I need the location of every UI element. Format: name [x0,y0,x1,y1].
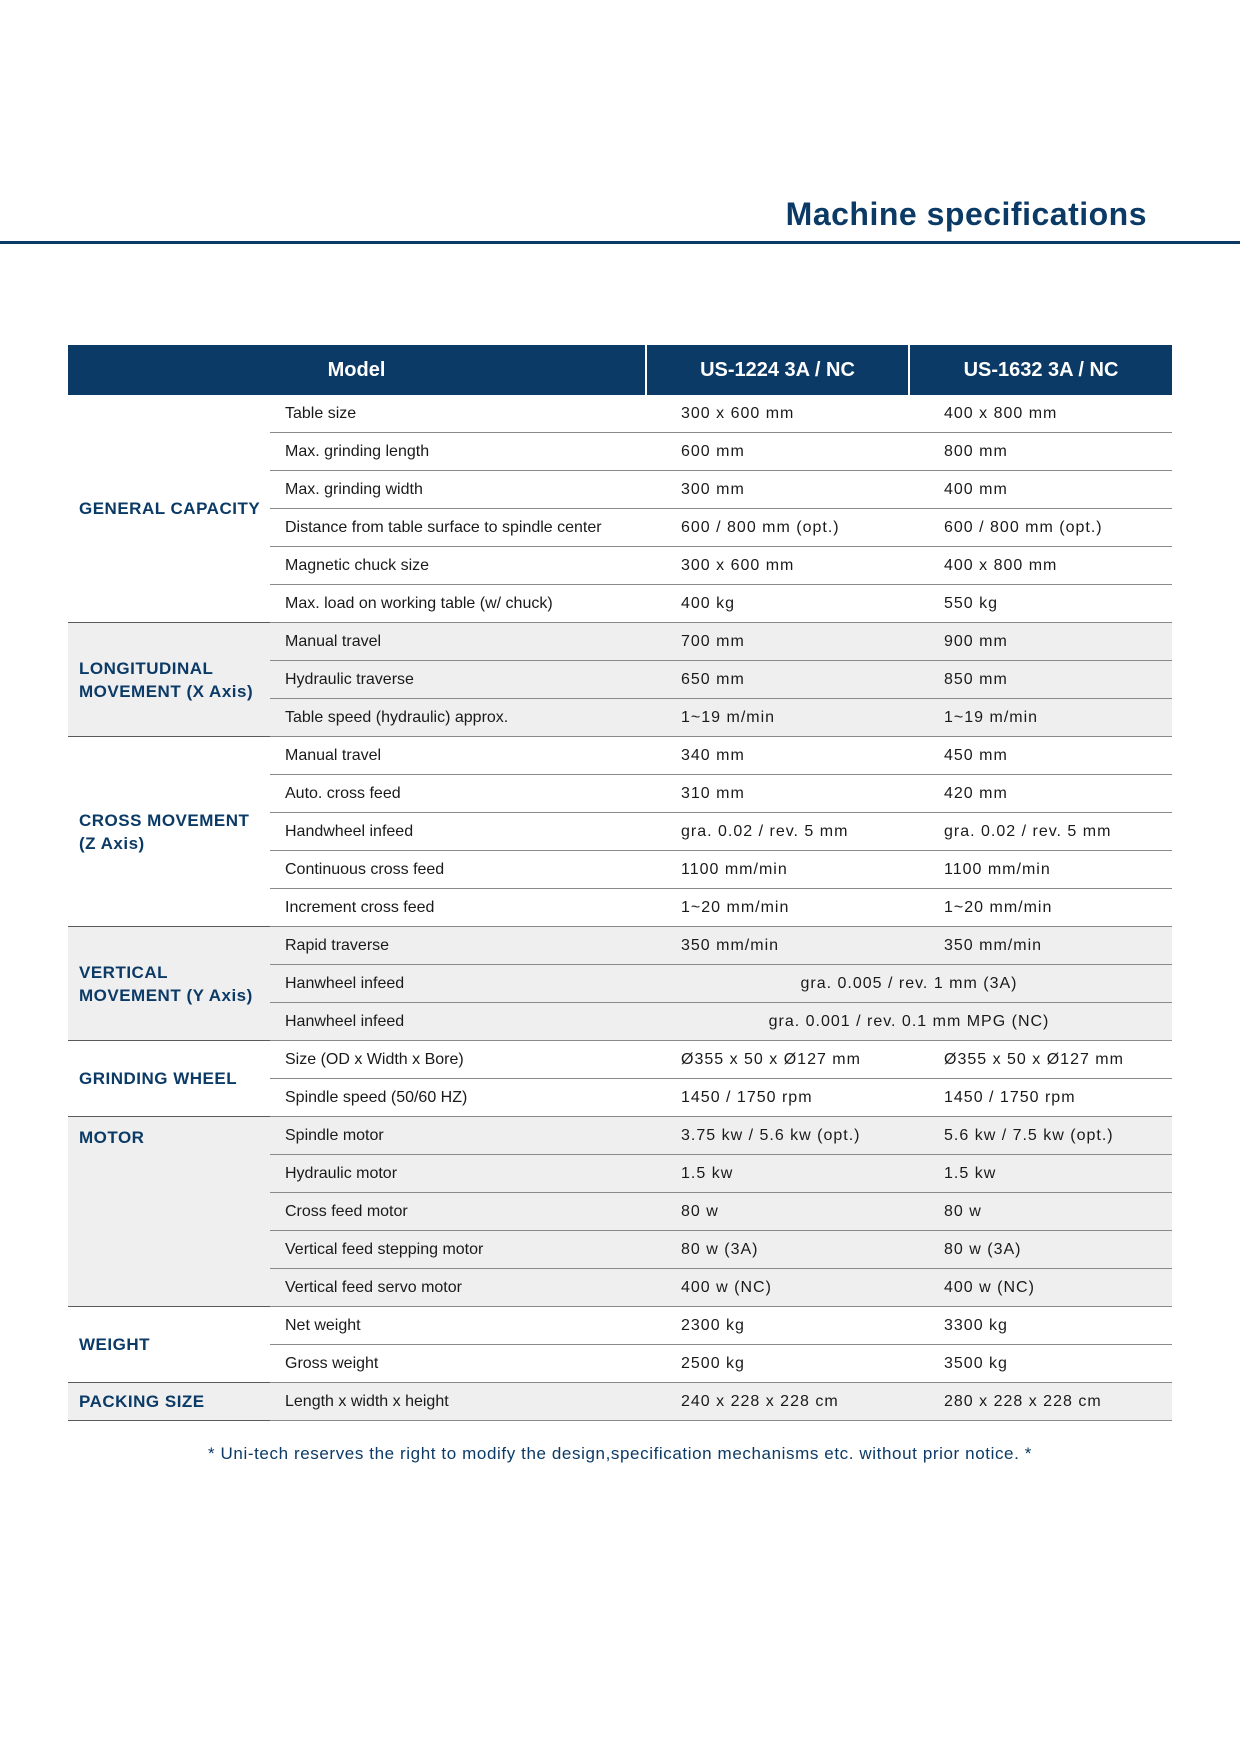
spec-item: Handwheel infeed [270,813,646,851]
spec-value-us1632: 350 mm/min [909,927,1172,965]
spec-item: Spindle motor [270,1117,646,1155]
spec-item: Magnetic chuck size [270,547,646,585]
spec-value-us1224: 80 w (3A) [646,1231,909,1269]
header-model-us1632: US-1632 3A / NC [909,345,1172,395]
spec-item: Hanwheel infeed [270,1003,646,1041]
spec-value-us1224: 700 mm [646,623,909,661]
spec-value-us1632: 1100 mm/min [909,851,1172,889]
spec-value-us1632: 3500 kg [909,1345,1172,1383]
table-header-row [68,345,1172,395]
table-row [68,623,1172,661]
spec-group [68,927,1172,1041]
spec-value-us1224: gra. 0.02 / rev. 5 mm [646,813,909,851]
spec-value-us1632: 5.6 kw / 7.5 kw (opt.) [909,1117,1172,1155]
page-title: Machine specifications [785,196,1147,232]
spec-item: Distance from table surface to spindle center [270,509,646,547]
category-label: GENERAL CAPACITY [68,395,270,623]
spec-value-us1632: 1~19 m/min [909,699,1172,737]
spec-value-us1224: 1450 / 1750 rpm [646,1079,909,1117]
spec-value-us1224: 650 mm [646,661,909,699]
spec-item: Table speed (hydraulic) approx. [270,699,646,737]
spec-value-shared: gra. 0.005 / rev. 1 mm (3A) [646,965,1172,1003]
spec-item: Length x width x height [270,1383,646,1421]
spec-value-us1224: 80 w [646,1193,909,1231]
spec-item: Net weight [270,1307,646,1345]
category-label: VERTICAL MOVEMENT (Y Axis) [68,927,270,1041]
spec-item: Spindle speed (50/60 HZ) [270,1079,646,1117]
spec-item: Increment cross feed [270,889,646,927]
spec-value-us1632: 800 mm [909,433,1172,471]
spec-item: Max. grinding width [270,471,646,509]
spec-value-us1224: 340 mm [646,737,909,775]
spec-value-us1224: 2300 kg [646,1307,909,1345]
spec-value-us1224: 2500 kg [646,1345,909,1383]
spec-value-us1632: 3300 kg [909,1307,1172,1345]
spec-value-us1632: 420 mm [909,775,1172,813]
spec-group [68,623,1172,737]
spec-item: Hanwheel infeed [270,965,646,1003]
spec-value-us1224: 400 w (NC) [646,1269,909,1307]
spec-value-us1632: 400 x 800 mm [909,395,1172,433]
spec-group [68,1307,1172,1383]
spec-group [68,1117,1172,1307]
spec-value-us1224: 600 mm [646,433,909,471]
spec-item: Manual travel [270,737,646,775]
spec-value-us1224: 300 mm [646,471,909,509]
category-label: WEIGHT [68,1307,270,1383]
spec-value-us1632: 80 w (3A) [909,1231,1172,1269]
spec-value-us1632: 400 mm [909,471,1172,509]
category-label: PACKING SIZE [68,1383,270,1421]
spec-value-us1632: 400 x 800 mm [909,547,1172,585]
header-model-us1224: US-1224 3A / NC [646,345,909,395]
spec-value-us1632: 280 x 228 x 228 cm [909,1383,1172,1421]
spec-value-us1632: 80 w [909,1193,1172,1231]
table-row [68,395,1172,433]
category-label: MOTOR [68,1117,270,1307]
table-row [68,927,1172,965]
spec-item: Max. load on working table (w/ chuck) [270,585,646,623]
spec-value-us1224: 600 / 800 mm (opt.) [646,509,909,547]
spec-item: Cross feed motor [270,1193,646,1231]
spec-group [68,737,1172,927]
category-label: LONGITUDINAL MOVEMENT (X Axis) [68,623,270,737]
spec-value-us1632: 1.5 kw [909,1155,1172,1193]
spec-value-us1632: 550 kg [909,585,1172,623]
spec-value-us1224: 300 x 600 mm [646,547,909,585]
spec-value-us1224: 300 x 600 mm [646,395,909,433]
spec-value-us1632: 450 mm [909,737,1172,775]
spec-item: Hydraulic motor [270,1155,646,1193]
spec-value-us1224: 310 mm [646,775,909,813]
spec-item: Manual travel [270,623,646,661]
spec-value-us1632: 1450 / 1750 rpm [909,1079,1172,1117]
spec-value-us1632: 400 w (NC) [909,1269,1172,1307]
table-row [68,1041,1172,1079]
spec-item: Rapid traverse [270,927,646,965]
spec-group [68,1383,1172,1421]
footnote: * Uni-tech reserves the right to modify the design,specification mechanisms etc. without prior notice. * [208,1444,1032,1463]
spec-group [68,1041,1172,1117]
spec-value-us1632: 900 mm [909,623,1172,661]
spec-item: Vertical feed servo motor [270,1269,646,1307]
spec-value-us1224: Ø355 x 50 x Ø127 mm [646,1041,909,1079]
spec-value-us1632: 600 / 800 mm (opt.) [909,509,1172,547]
spec-value-us1632: 850 mm [909,661,1172,699]
table-row [68,1307,1172,1345]
spec-item: Gross weight [270,1345,646,1383]
spec-table [68,345,1172,1421]
spec-value-us1224: 240 x 228 x 228 cm [646,1383,909,1421]
spec-item: Size (OD x Width x Bore) [270,1041,646,1079]
spec-value-us1632: 1~20 mm/min [909,889,1172,927]
title-divider [0,241,1240,244]
spec-value-us1224: 1~19 m/min [646,699,909,737]
spec-value-us1224: 1.5 kw [646,1155,909,1193]
spec-value-us1224: 400 kg [646,585,909,623]
spec-value-us1224: 3.75 kw / 5.6 kw (opt.) [646,1117,909,1155]
spec-value-us1224: 1~20 mm/min [646,889,909,927]
spec-item: Auto. cross feed [270,775,646,813]
category-label: CROSS MOVEMENT (Z Axis) [68,737,270,927]
header-model: Model [68,345,646,395]
spec-value-us1224: 350 mm/min [646,927,909,965]
table-row [68,1117,1172,1155]
table-row [68,737,1172,775]
spec-item: Vertical feed stepping motor [270,1231,646,1269]
spec-group [68,395,1172,623]
category-label: GRINDING WHEEL [68,1041,270,1117]
spec-value-us1632: gra. 0.02 / rev. 5 mm [909,813,1172,851]
spec-item: Max. grinding length [270,433,646,471]
table-row [68,1383,1172,1421]
spec-value-shared: gra. 0.001 / rev. 0.1 mm MPG (NC) [646,1003,1172,1041]
spec-value-us1632: Ø355 x 50 x Ø127 mm [909,1041,1172,1079]
spec-item: Continuous cross feed [270,851,646,889]
spec-value-us1224: 1100 mm/min [646,851,909,889]
spec-item: Table size [270,395,646,433]
spec-item: Hydraulic traverse [270,661,646,699]
